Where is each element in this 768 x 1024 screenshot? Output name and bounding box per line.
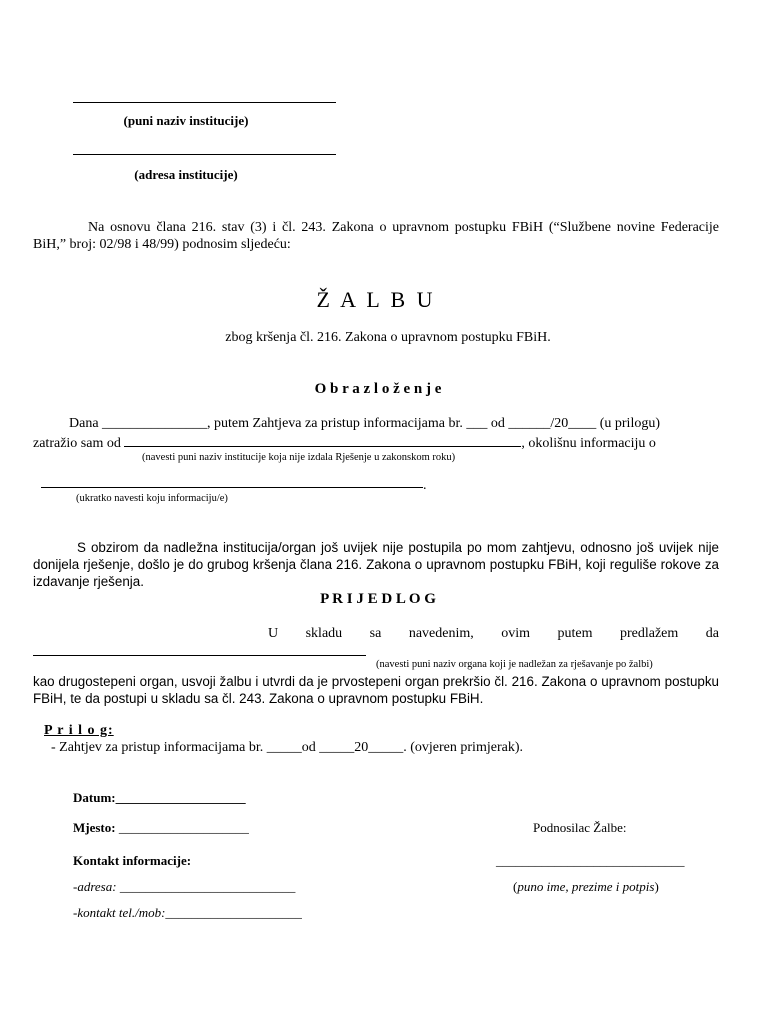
institution-name-line — [73, 89, 336, 103]
reasoning-line-1: Dana _______________, putem Zahtjeva za pristup informacijama br. ___ od ______/20____ (u prilogu) — [69, 416, 660, 431]
institution-address-line — [73, 141, 336, 155]
reasoning-line-2 — [33, 434, 723, 452]
institution-fill-line — [124, 434, 521, 447]
signature-note-open: ( — [513, 879, 518, 894]
institution-name-label: (puni naziv institucije) — [123, 113, 249, 128]
address-row — [73, 879, 295, 895]
proposal-word: navedenim, — [408, 626, 474, 641]
proposal-word: skladu — [305, 626, 343, 641]
place-row — [73, 820, 249, 836]
phone-label: -kontakt tel./mob: — [73, 905, 166, 920]
reasoning-line-2-end: , okolišnu informaciju o — [521, 436, 656, 451]
reasoning-paragraph-2 — [33, 539, 719, 590]
date-row — [73, 790, 246, 806]
information-fill-line — [41, 476, 423, 488]
proposal-heading: P R I J E D L O G — [320, 591, 436, 607]
contact-label: Kontakt informacije: — [73, 853, 192, 868]
page-title: Ž A L B U — [316, 287, 436, 312]
authority-fill-note: (navesti puni naziv organa koji je nadležan za rješavanje po žalbi) — [376, 659, 653, 670]
attachment-item: - Zahtjev za pristup informacijama br. _____od _____20_____. (ovjeren primjerak). — [51, 740, 523, 755]
address-label: -adresa: — [73, 879, 120, 894]
signature-note-close: ) — [654, 879, 659, 894]
proposal-text: kao drugostepeni organ, usvoji žalbu i utvrdi da je prvostepeni organ prekršio čl. 216. Zakona o upravnom postupku FBiH, te da postupi u skladu sa čl. 243. Zakona o upravnom postupku FBiH. — [33, 674, 719, 706]
attachment-heading: P r i l o g: — [44, 723, 114, 738]
phone-row — [73, 905, 302, 921]
proposal-paragraph — [33, 673, 719, 707]
reasoning-line-2-start: zatražio sam od — [33, 436, 121, 451]
proposal-word: da — [705, 626, 719, 641]
institution-address-label: (adresa institucije) — [134, 167, 238, 182]
submitter-label: Podnosilac Žalbe: — [533, 820, 627, 835]
proposal-word: ovim — [501, 626, 530, 641]
page-subtitle: zbog kršenja čl. 216. Zakona o upravnom postupku FBiH. — [225, 330, 551, 345]
reasoning-heading: O b r a z l o ž e n j e — [314, 381, 442, 397]
information-fill-dot: . — [423, 478, 427, 493]
place-label: Mjesto: — [73, 820, 116, 835]
institution-fill-note: (navesti puni naziv institucije koja nije izdala Rješenje u zakonskom roku) — [142, 452, 456, 463]
place-line: ____________________ — [118, 820, 249, 835]
signature-note — [513, 879, 659, 895]
proposal-word: U — [268, 626, 279, 641]
reasoning-paragraph-2-text: S obzirom da nadležna institucija/organ još uvijek nije postupila po mom zahtjevu, odnosno još uvijek nije donijela rješenje, došlo je do grubog kršenja člana 216. Zakona o upravnom postupku FBiH, koji reguliše rokove za izdavanje rješenja. — [33, 540, 719, 589]
date-line: ____________________ — [115, 790, 246, 805]
signature-note-text: puno ime, prezime i potpis — [517, 879, 655, 894]
intro-text: Na osnovu člana 216. stav (3) i čl. 243. Zakona o upravnom postupku FBiH (“Službene novine Federacije BiH,” broj: 02/98 i 48/99) podnosim sljedeću: — [33, 220, 719, 252]
information-fill-note: (ukratko navesti koju informaciju/e) — [76, 493, 228, 504]
proposal-word: putem — [557, 626, 593, 641]
intro-paragraph — [33, 219, 719, 253]
address-line: ___________________________ — [119, 879, 296, 894]
date-label: Datum: — [73, 790, 116, 805]
authority-fill-line — [33, 642, 366, 656]
proposal-word: sa — [369, 626, 382, 641]
signature-line: _____________________________ — [496, 853, 685, 868]
phone-line: _____________________ — [165, 905, 302, 920]
proposal-first-line — [268, 626, 719, 642]
proposal-word: predlažem — [619, 626, 679, 641]
